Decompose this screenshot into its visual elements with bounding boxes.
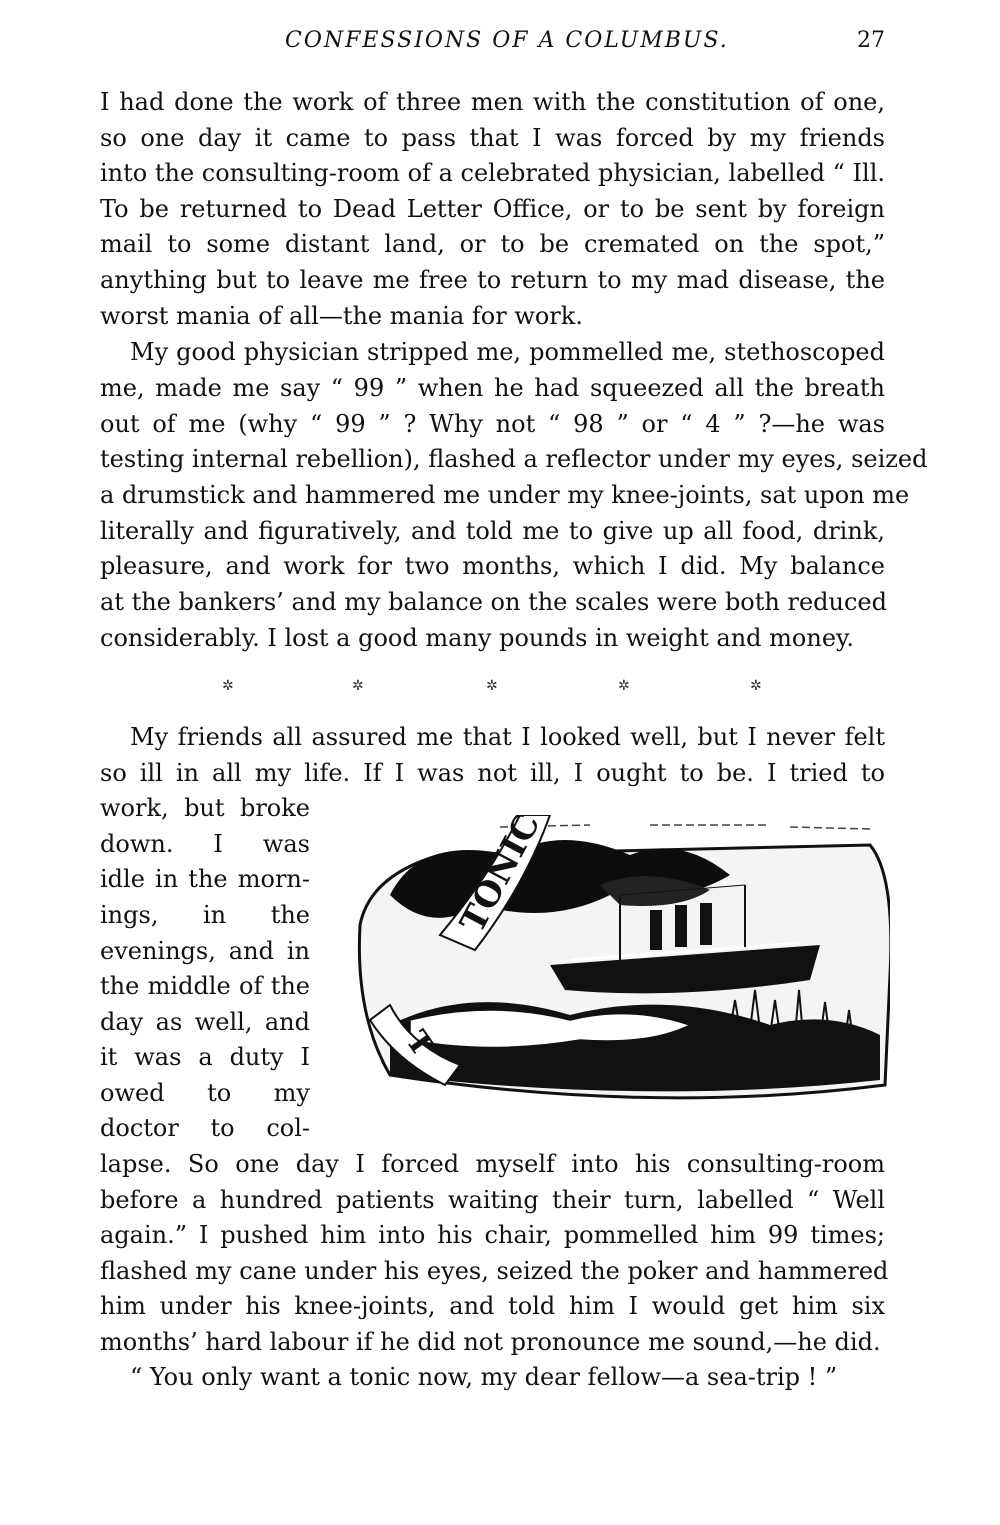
steamship-bottle-illustration xyxy=(350,815,890,1115)
text-line: again.” I pushed him into his chair, pommelled him 99 times; xyxy=(100,1221,885,1249)
text-line: owed to my xyxy=(100,1079,310,1107)
text-line: at the bankers’ and my balance on the scales were both reduced xyxy=(100,588,887,616)
running-title: CONFESSIONS OF A COLUMBUS. xyxy=(285,28,729,53)
text-line: so ill in all my life. If I was not ill, I ought to be. I tried to xyxy=(100,759,885,787)
tonic-label-text: TONIC xyxy=(452,815,549,940)
text-line: ings, in the xyxy=(100,901,310,929)
text-line: considerably. I lost a good many pounds in weight and money. xyxy=(100,624,855,652)
text-line: idle in the morn- xyxy=(100,865,310,893)
text-line: anything but to leave me free to return to my mad disease, the xyxy=(100,266,885,294)
bottle-top-edge xyxy=(500,825,870,829)
text-line: lapse. So one day I forced myself into his consulting-room xyxy=(100,1150,885,1178)
text-line: worst mania of all—the mania for work. xyxy=(100,302,583,330)
running-header xyxy=(100,28,885,58)
text-line: mail to some distant land, or to be cremated on the spot,” xyxy=(100,230,885,258)
text-line: day as well, and xyxy=(100,1008,310,1036)
text-line: flashed my cane under his eyes, seized the poker and hammered xyxy=(100,1257,889,1285)
ship-funnel xyxy=(650,910,662,950)
ship-funnel xyxy=(675,905,687,947)
text-line: To be returned to Dead Letter Office, or to be sent by foreign xyxy=(100,195,885,223)
ship-funnel xyxy=(700,903,712,945)
asterisk-icon: ✲ xyxy=(352,678,364,694)
illustration-svg xyxy=(350,815,890,1115)
lower-label-letter: T xyxy=(398,1024,440,1063)
text-line: evenings, and in xyxy=(100,937,310,965)
text-line: testing internal rebellion), flashed a reflector under my eyes, seized xyxy=(100,445,928,473)
text-line: a drumstick and hammered me under my knee-joints, sat upon me xyxy=(100,481,910,509)
text-line: him under his knee-joints, and told him I would get him six xyxy=(100,1292,885,1320)
asterisk-icon: ✲ xyxy=(750,678,762,694)
text-line: My friends all assured me that I looked well, but I never felt xyxy=(130,723,885,751)
text-line: so one day it came to pass that I was forced by my friends xyxy=(100,124,885,152)
text-line: me, made me say “ 99 ” when he had squeezed all the breath xyxy=(100,374,885,402)
text-line: I had done the work of three men with the constitution of one, xyxy=(100,88,885,116)
text-line: into the consulting-room of a celebrated physician, labelled “ Ill. xyxy=(100,159,885,187)
paragraph-4: “ You only want a tonic now, my dear fellow—a sea-trip ! ” xyxy=(130,1363,838,1391)
text-line: the middle of the xyxy=(100,972,310,1000)
text-line: My good physician stripped me, pommelled me, stethoscoped xyxy=(130,338,885,366)
text-line: pleasure, and work for two months, which I did. My balance xyxy=(100,552,885,580)
text-line: doctor to col- xyxy=(100,1114,310,1142)
page-number: 27 xyxy=(857,28,885,53)
text-line: it was a duty I xyxy=(100,1043,310,1071)
text-line: down. I was xyxy=(100,830,310,858)
text-line: out of me (why “ 99 ” ? Why not “ 98 ” or “ 4 ” ?—he was xyxy=(100,410,885,438)
section-break xyxy=(100,678,885,698)
asterisk-icon: ✲ xyxy=(222,678,234,694)
text-line: before a hundred patients waiting their turn, labelled “ Well xyxy=(100,1186,885,1214)
text-line: work, but broke xyxy=(100,794,310,822)
text-line: months’ hard labour if he did not pronounce me sound,—he did. xyxy=(100,1328,881,1356)
asterisk-icon: ✲ xyxy=(486,678,498,694)
text-line: literally and figuratively, and told me to give up all food, drink, xyxy=(100,517,885,545)
asterisk-icon: ✲ xyxy=(618,678,630,694)
